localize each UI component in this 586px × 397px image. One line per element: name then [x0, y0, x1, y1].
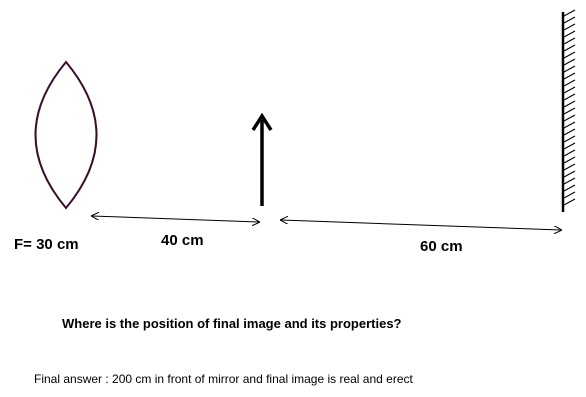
mirror-hatch-mark: [564, 185, 575, 191]
mirror-hatch-mark: [564, 10, 575, 16]
mirror-hatch-mark: [564, 122, 575, 128]
plane-mirror: [563, 10, 575, 212]
mirror-hatch-mark: [564, 150, 575, 156]
mirror-hatch-mark: [564, 129, 575, 135]
object-arrow: [253, 116, 271, 206]
mirror-hatch-mark: [564, 31, 575, 37]
mirror-hatch-mark: [564, 171, 575, 177]
mirror-hatch-mark: [564, 80, 575, 86]
mirror-hatch-mark: [564, 192, 575, 198]
mirror-hatch-mark: [564, 59, 575, 65]
mirror-hatch-mark: [564, 108, 575, 114]
mirror-hatch-mark: [564, 87, 575, 93]
answer-text: Final answer : 200 cm in front of mirror and final image is real and erect: [34, 372, 413, 386]
convex-lens: [36, 62, 97, 208]
mirror-hatch-mark: [564, 178, 575, 184]
focal-length-label: F= 30 cm: [14, 236, 79, 253]
distance-arrow-lens-object: [92, 216, 259, 222]
mirror-hatch-mark: [564, 24, 575, 30]
mirror-hatch-mark: [564, 52, 575, 58]
question-text: Where is the position of final image and its properties?: [62, 316, 402, 331]
distance-arrow-object-mirror: [281, 220, 561, 230]
mirror-hatch-mark: [564, 101, 575, 107]
object-mirror-distance-label: 60 cm: [420, 238, 463, 255]
mirror-hatch-mark: [564, 17, 575, 23]
mirror-hatch-mark: [564, 38, 575, 44]
lens-object-distance-label: 40 cm: [161, 232, 204, 249]
mirror-hatch-mark: [564, 143, 575, 149]
mirror-hatch-mark: [564, 45, 575, 51]
mirror-hatch-mark: [564, 73, 575, 79]
mirror-hatch-mark: [564, 164, 575, 170]
mirror-hatch-mark: [564, 199, 575, 205]
mirror-hatch-mark: [564, 157, 575, 163]
mirror-hatch-mark: [564, 94, 575, 100]
mirror-hatch-mark: [564, 136, 575, 142]
mirror-hatch-mark: [564, 115, 575, 121]
mirror-hatch-mark: [564, 66, 575, 72]
